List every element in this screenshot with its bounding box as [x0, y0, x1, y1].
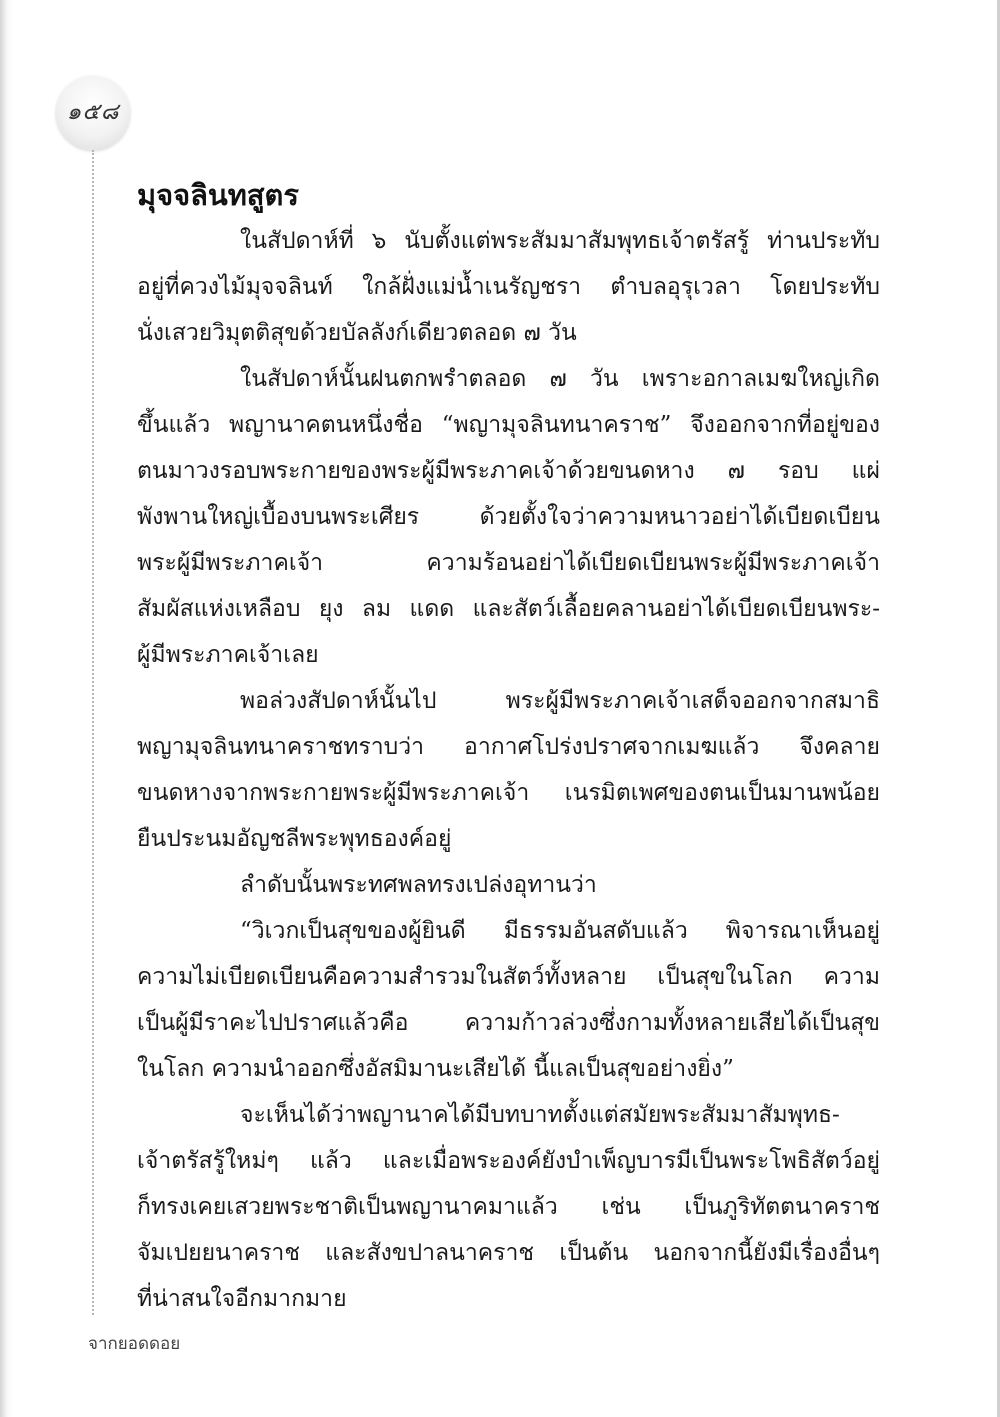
- body-line: “วิเวกเป็นสุขของผู้ยินดี มีธรรมอันสดับแล้ว พิจารณาเห็นอยู่: [240, 918, 880, 944]
- body-line: เป็นผู้มีราคะไปปราศแล้วคือ ความก้าวล่วงซึ่งกามทั้งหลายเสียได้เป็นสุข: [137, 1010, 880, 1036]
- body-line: สัมผัสแห่งเหลือบ ยุง ลม แดด และสัตว์เลื้อยคลานอย่าได้เบียดเบียนพระ-: [137, 596, 880, 622]
- body-line: จัมเปยยนาคราช และสังขปาลนาคราช เป็นต้น นอกจากนี้ยังมีเรื่องอื่นๆ: [137, 1240, 880, 1266]
- body-line: ในสัปดาห์ที่ ๖ นับตั้งแต่พระสัมมาสัมพุทธเจ้าตรัสรู้ ท่านประทับ: [240, 228, 880, 254]
- section-title: มุจจลินทสูตร: [137, 178, 299, 212]
- body-line: ความไม่เบียดเบียนคือความสำรวมในสัตว์ทั้งหลาย เป็นสุขในโลก ความ: [137, 964, 880, 990]
- body-line: จะเห็นได้ว่าพญานาคได้มีบทบาทตั้งแต่สมัยพระสัมมาสัมพุทธ-: [240, 1102, 840, 1128]
- body-line: ขึ้นแล้ว พญานาคตนหนึ่งชื่อ “พญามุจลินทนาคราช” จึงออกจากที่อยู่ของ: [137, 412, 880, 438]
- body-line: พระผู้มีพระภาคเจ้า ความร้อนอย่าได้เบียดเบียนพระผู้มีพระภาคเจ้า: [137, 550, 880, 576]
- body-line: เจ้าตรัสรู้ใหม่ๆ แล้ว และเมื่อพระองค์ยังบำเพ็ญบารมีเป็นพระโพธิสัตว์อยู่: [137, 1148, 880, 1174]
- page-number: ๑๕๘: [66, 99, 120, 125]
- page-left-edge-shadow: [0, 0, 12, 1417]
- body-line: ที่น่าสนใจอีกมากมาย: [137, 1286, 347, 1312]
- body-line: นั่งเสวยวิมุตติสุขด้วยบัลลังก์เดียวตลอด ๗ วัน: [137, 320, 577, 346]
- body-line: ผู้มีพระภาคเจ้าเลย: [137, 642, 319, 668]
- dotted-margin-rule: [92, 150, 94, 1315]
- body-line: ลำดับนั้นพระทศพลทรงเปล่งอุทานว่า: [240, 872, 597, 898]
- body-line: พอล่วงสัปดาห์นั้นไป พระผู้มีพระภาคเจ้าเสด็จออกจากสมาธิ: [240, 688, 880, 714]
- body-line: ในโลก ความนำออกซึ่งอัสมิมานะเสียได้ นี้แลเป็นสุขอย่างยิ่ง”: [137, 1056, 734, 1082]
- body-line: พญามุจลินทนาคราชทราบว่า อากาศโปร่งปราศจากเมฆแล้ว จึงคลาย: [137, 734, 880, 760]
- body-line: พังพานใหญ่เบื้องบนพระเศียร ด้วยตั้งใจว่าความหนาวอย่าได้เบียดเบียน: [137, 504, 880, 530]
- body-line: ตนมาวงรอบพระกายของพระผู้มีพระภาคเจ้าด้วยขนดหาง ๗ รอบ แผ่: [137, 458, 880, 484]
- body-line: ขนดหางจากพระกายพระผู้มีพระภาคเจ้า เนรมิตเพศของตนเป็นมานพน้อย: [137, 780, 880, 806]
- body-line: อยู่ที่ควงไม้มุจจลินท์ ใกล้ฝั่งแม่น้ำเนรัญชรา ตำบลอุรุเวลา โดยประทับ: [137, 274, 880, 300]
- body-line: ในสัปดาห์นั้นฝนตกพรำตลอด ๗ วัน เพราะอกาลเมฆใหญ่เกิด: [240, 366, 880, 392]
- body-line: ก็ทรงเคยเสวยพระชาติเป็นพญานาคมาแล้ว เช่น เป็นภูริทัตตนาคราช: [137, 1194, 880, 1220]
- running-footer: จากยอดดอย: [88, 1334, 181, 1354]
- body-line: ยืนประนมอัญชลีพระพุทธองค์อยู่: [137, 826, 452, 852]
- body-text: [137, 218, 880, 1322]
